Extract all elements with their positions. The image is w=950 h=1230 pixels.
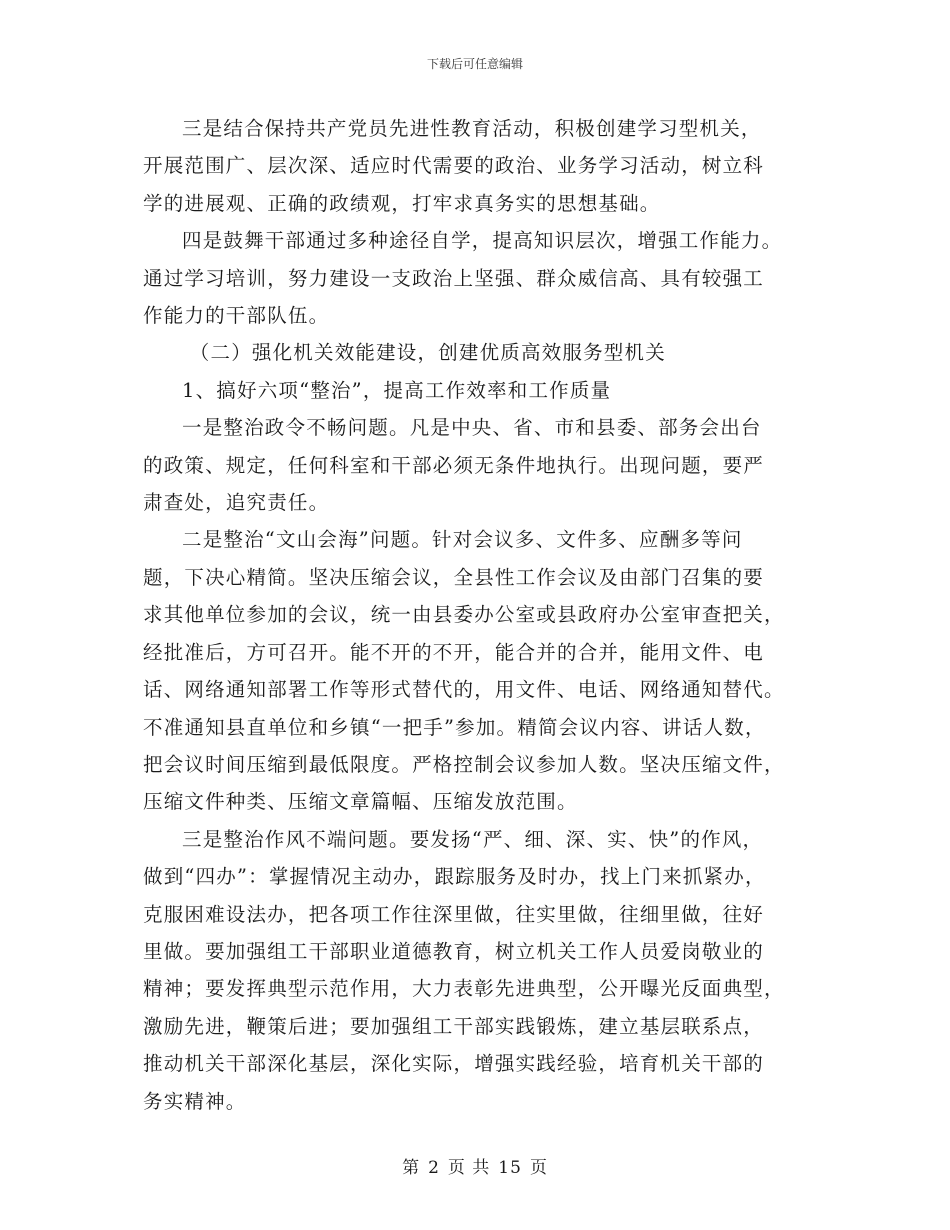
paragraph-work-style-rectification: 三是整治作风不端问题。要发扬“严、细、深、实、快”的作风， 做到“四办”：掌握情况主动办，跟踪服务及时办，找上门来抓紧办， 克服困难设法办，把各项工作往深里做，往实里做，往细里做，往好 里做。要加强组工干部职业道德教育，树立机关工作人员爱岗敬业的 精神；要发挥典型示范作用，大力表彰先进典型，公开曝光反面典型， 激励先进，鞭策后进；要加强组工干部实践锻炼，建立基层联系点， 推动机关干部深化基层，深化实际，增强实践经验，培育机关干部的 务实精神。: [143, 827, 785, 1113]
paragraph-self-study: 四是鼓舞干部通过多种途径自学，提高知识层次，增强工作能力。 通过学习培训，努力建设一支政治上坚强、群众威信高、具有较强工 作能力的干部队伍。: [143, 229, 783, 328]
footer-total-pages: 15: [498, 1158, 522, 1178]
paragraph-policy-rectification: 一是整治政令不畅问题。凡是中央、省、市和县委、部务会出台 的政策、规定，任何科室和干部必须无条件地执行。出现问题，要严 肃查处，追究责任。: [143, 416, 765, 515]
subsection-heading: 1、搞好六项“整治”，提高工作效率和工作质量: [182, 378, 612, 402]
section-heading: （二）强化机关效能建设，创建优质高效服务型机关: [189, 341, 666, 365]
paragraph-meetings-rectification: 二是整治“文山会海”问题。针对会议多、文件多、应酬多等问 题，下决心精简。坚决压缩会议，全县性工作会议及由部门召集的要 求其他单位参加的会议，统一由县委办公室或县政府办公室审查把关， 经批准后，方可召开。能不开的不开，能合并的合并，能用文件、电 话、网络通知部署工作等形式替代的，用文件、电话、网络通知替代。 不准通知县直单位和乡镇“一把手”参加。精简会议内容、讲话人数， 把会议时间压缩到最低限度。严格控制会议参加人数。坚决压缩文件， 压缩文件种类、压缩文章篇幅、压缩发放范围。: [143, 528, 785, 814]
footer-suffix: 页: [529, 1158, 548, 1178]
page-header-note: 下载后可任意编辑: [426, 57, 523, 71]
footer-middle: 页 共: [447, 1158, 491, 1178]
footer-prefix: 第: [402, 1158, 421, 1178]
footer-current-page: 2: [428, 1158, 440, 1178]
page-number-footer: [0, 1153, 950, 1178]
paragraph-learning-organization: 三是结合保持共产党员先进性教育活动，积极创建学习型机关， 开展范围广、层次深、适应时代需要的政治、业务学习活动，树立科 学的进展观、正确的政绩观，打牢求真务实的思想基础。: [143, 117, 765, 215]
document-body: [143, 110, 805, 1120]
